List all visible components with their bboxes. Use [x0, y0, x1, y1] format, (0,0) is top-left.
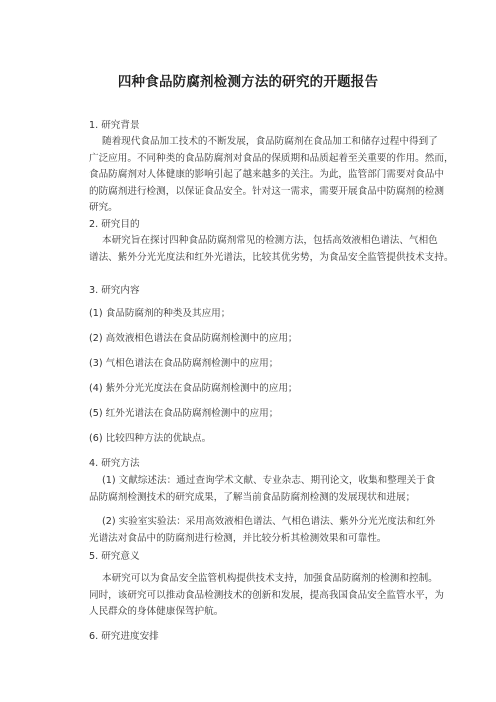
- paragraph-line: 食品防腐剂对人体健康的影响引起了越来越多的关注。为此，监管部门需要对食品中: [89, 169, 444, 180]
- paragraph-line: (1) 文献综述法：通过查询学术文献、专业杂志、期刊论文，收集和整理关于食: [102, 475, 436, 486]
- method-paragraph: [89, 473, 435, 506]
- list-item: (1) 食品防腐剂的种类及其应用；: [89, 308, 231, 319]
- paragraph-line: 谱法、紫外分光光度法和红外光谱法，比较其优劣势，为食品安全监管提供技术支持。: [89, 251, 454, 263]
- paragraph-line: 的防腐剂进行检测，以保证食品安全。针对这一需求，需要开展食品中防腐剂的检测: [89, 185, 444, 197]
- document-title: 四种食品防腐剂检测方法的研究的开题报告: [117, 74, 379, 90]
- paragraph-line: 人民群众的身体健康保驾护航。: [89, 606, 224, 617]
- paragraph-line: 本研究旨在探讨四种食品防腐剂常见的检测方法，包括高效液相色谱法、气相色: [102, 235, 438, 246]
- list-item: (4) 紫外分光光度法在食品防腐剂检测中的应用；: [89, 383, 298, 394]
- paragraph-line: 研究。: [89, 202, 118, 213]
- section-paragraph-background: [89, 134, 454, 217]
- list-item: (5) 红外光谱法在食品防腐剂检测中的应用；: [89, 408, 279, 419]
- paragraph-line: 随着现代食品加工技术的不断发展，食品防腐剂在食品加工和储存过程中得到了: [102, 136, 438, 147]
- section-heading-background: 1. 研究背景: [89, 120, 140, 131]
- paragraph-line: (2) 实验室实验法：采用高效液相色谱法、气相色谱法、紫外分光光度法和红外: [102, 516, 436, 527]
- paragraph-line: 同时，该研究可以推动食品检测技术的创新和发展，提高我国食品安全监管水平，为: [89, 589, 444, 601]
- list-item: (3) 气相色谱法在食品防腐剂检测中的应用；: [89, 358, 279, 369]
- list-item: (6) 比较四种方法的优缺点。: [89, 433, 212, 444]
- section-heading-significance: 5. 研究意义: [89, 551, 140, 562]
- section-heading-content: 3. 研究内容: [89, 285, 140, 296]
- section-paragraph-purpose: [89, 233, 454, 266]
- paragraph-line: 品防腐剂检测技术的研究成果，了解当前食品防腐剂检测的发展现状和进展；: [89, 491, 416, 503]
- paragraph-line: 本研究可以为食品安全监管机构提供技术支持，加强食品防腐剂的检测和控制。: [102, 573, 438, 584]
- paragraph-line: 光谱法对食品中的防腐剂进行检测，并比较分析其检测效果和可靠性。: [89, 532, 387, 544]
- section-heading-purpose: 2. 研究目的: [89, 219, 140, 230]
- method-paragraph: [89, 514, 435, 547]
- section-heading-schedule: 6. 研究进度安排: [89, 631, 159, 642]
- paragraph-line: 广泛应用。不同种类的食品防腐剂对食品的保质期和品质起着至关重要的作用。然而，: [89, 152, 454, 164]
- list-item: (2) 高效液相色谱法在食品防腐剂检测中的应用；: [89, 333, 298, 344]
- section-heading-methods: 4. 研究方法: [89, 458, 140, 469]
- section-paragraph-significance: [89, 571, 444, 621]
